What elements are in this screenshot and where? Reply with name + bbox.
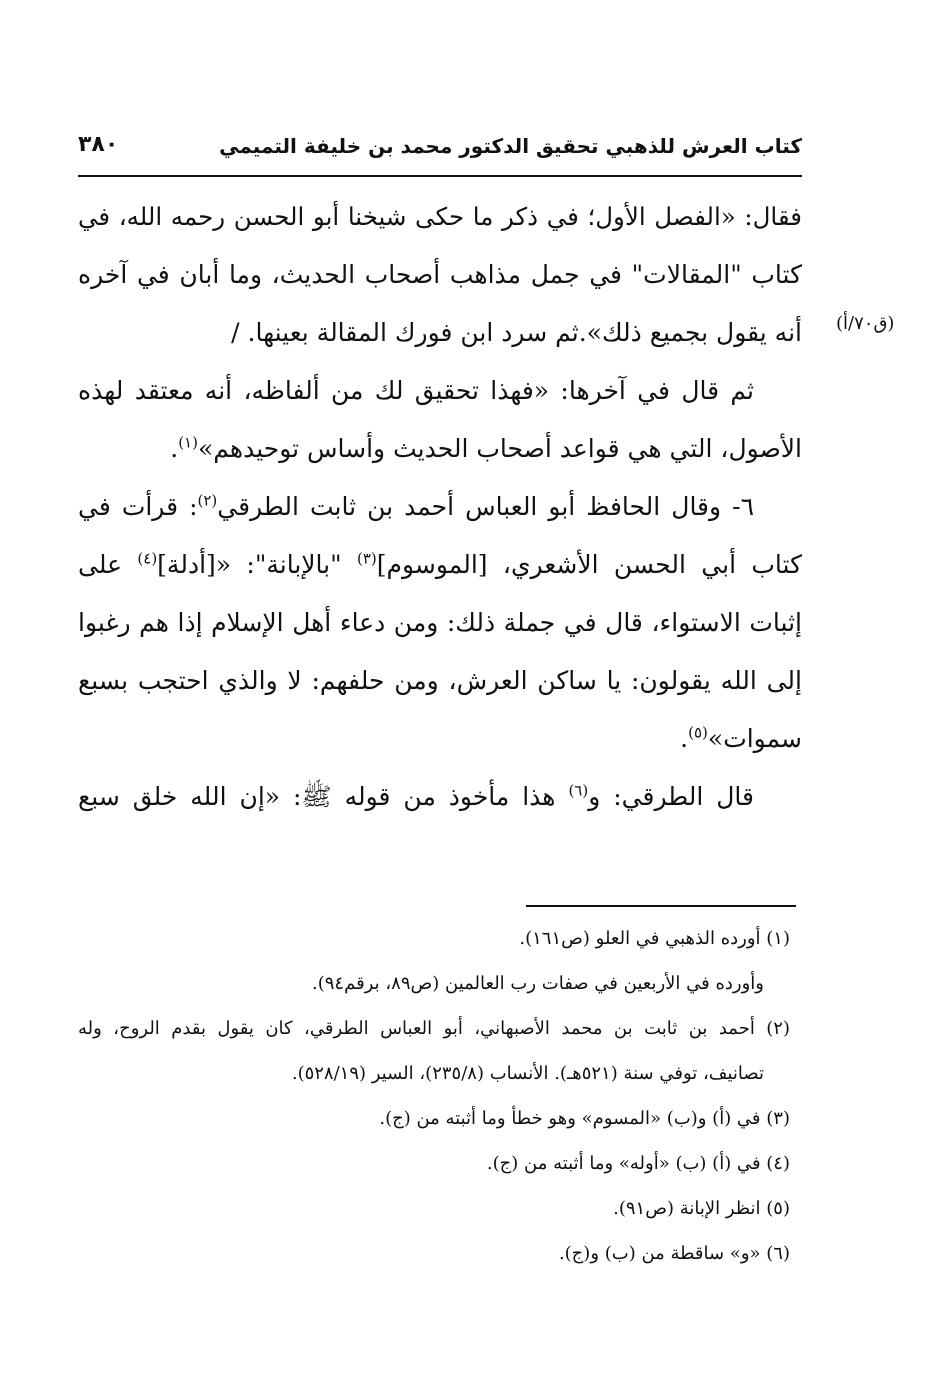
page-number: ٣٨٠ — [78, 132, 119, 157]
body-text-run: سموات» — [707, 724, 802, 753]
footnote-continuation: وأورده في الأربعين في صفات رب العالمين (ص٨٩، برقم٩٤). — [312, 973, 764, 994]
footnote-ref: (٤) — [137, 549, 158, 568]
footnote: (١) أورده الذهبي في العلو (ص١٦١). — [519, 928, 790, 949]
footnote-ref: (١) — [178, 433, 198, 452]
body-line — [78, 420, 802, 478]
body-text-run: هذا مأخوذ من قوله ﷺ: «إن الله خلق سبع — [78, 782, 569, 811]
body-line: ثم قال في آخرها: «فهذا تحقيق لك من ألفاظه، أنه معتقد لهذه — [78, 376, 754, 405]
header-title: كتاب العرش للذهبي تحقيق الدكتور محمد بن خليفة التميمي — [219, 134, 802, 158]
body-line — [78, 768, 802, 826]
footnote-ref: (٢) — [197, 491, 218, 510]
body-line — [78, 536, 802, 594]
footnote: (٦) «و» ساقطة من (ب) و(ج). — [558, 1243, 790, 1264]
body-text-run: ٦- وقال الحافظ أبو العباس أحمد بن ثابت الطرقي — [217, 492, 754, 521]
footnote: (٥) انظر الإبانة (ص٩١). — [613, 1198, 790, 1219]
footnote: (٢) أحمد بن ثابت بن محمد الأصبهاني، أبو العباس الطرقي، كان يقول بقدم الروح، وله — [78, 1018, 790, 1039]
footnote: (٣) في (أ) و(ب) «المسوم» وهو خطأ وما أثبته من (ج). — [379, 1108, 790, 1129]
body-text-run: الأصول، التي هي قواعد أصحاب الحديث وأساس توحيدهم» — [197, 434, 802, 463]
body-text-run: : قرأت في — [78, 492, 198, 521]
period: . — [680, 724, 689, 753]
header-rule — [78, 175, 802, 177]
body-line: كتاب "المقالات" في جمل مذاهب أصحاب الحديث، وما أبان في آخره — [78, 260, 802, 289]
footnote: (٤) في (أ) (ب) «أوله» وما أثبته من (ج). — [486, 1153, 790, 1174]
body-line: أنه يقول بجميع ذلك».ثم سرد ابن فورك المقالة بعينها. / — [231, 318, 802, 347]
body-text-run: على — [78, 550, 138, 579]
body-line: فقال: «الفصل الأول؛ في ذكر ما حكى شيخنا أبو الحسن رحمه الله، في — [78, 202, 802, 231]
folio-margin-note: (ق٧٠/أ) — [836, 313, 895, 334]
body-line: إلى الله يقولون: يا ساكن العرش، ومن حلفهم: لا والذي احتجب بسبع — [78, 666, 802, 695]
running-header — [78, 128, 802, 168]
period: . — [170, 434, 179, 463]
body-line: إثبات الاستواء، قال في جملة ذلك: ومن دعاء أهل الإسلام إذا هم رغبوا — [78, 608, 802, 637]
footnote-ref: (٥) — [688, 723, 708, 742]
body-line — [78, 710, 802, 768]
body-text-run: قال الطرقي: و — [588, 782, 754, 811]
footnotes — [78, 916, 802, 1276]
footnote-ref: (٦) — [568, 781, 589, 800]
footnote-ref: (٣) — [356, 549, 377, 568]
body-text-run: "بالإبانة": «[أدلة] — [157, 550, 357, 579]
footnote-rule — [526, 905, 796, 907]
body-text-run: كتاب أبي الحسن الأشعري، [الموسوم] — [376, 550, 802, 579]
body-line — [78, 478, 802, 536]
body-text — [78, 188, 802, 826]
footnote-continuation: تصانيف، توفي سنة (٥٢١هـ). الأنساب (٢٣٥/٨)، السير (٥٢٨/١٩). — [291, 1063, 764, 1084]
